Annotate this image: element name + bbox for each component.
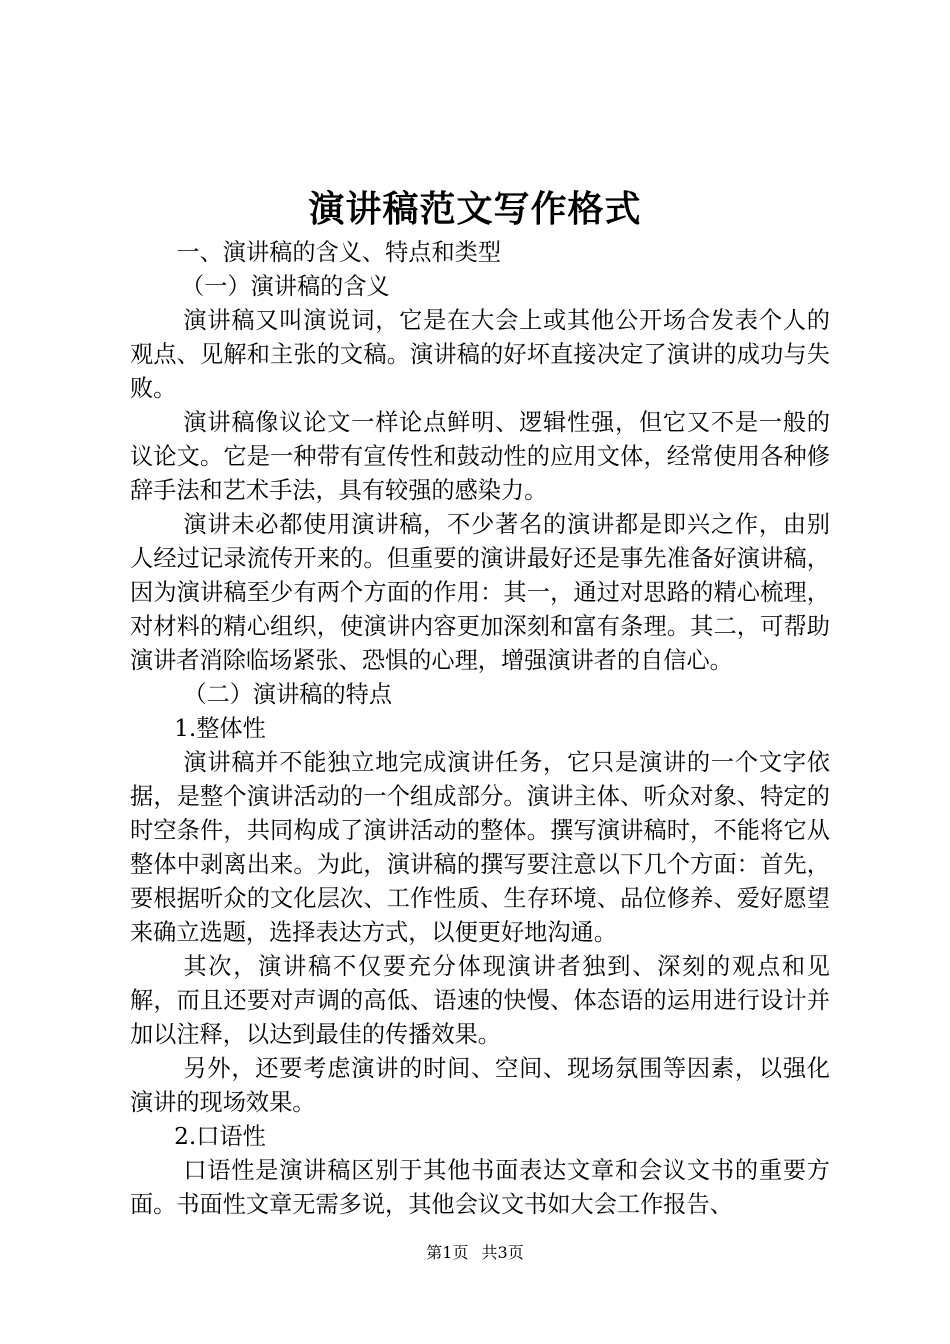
- document-title: 演讲稿范文写作格式: [308, 188, 642, 230]
- document-body: [130, 236, 830, 1222]
- subsection-heading: （二）演讲稿的特点: [183, 681, 393, 708]
- numbered-heading: 1.整体性: [174, 715, 266, 742]
- numbered-heading: 2.口语性: [174, 1123, 266, 1150]
- paragraph: 演讲稿并不能独立地完成演讲任务，它只是演讲的一个文字依据，是整个演讲活动的一个组成部分。演讲主体、听众对象、特定的时空条件，共同构成了演讲活动的整体。撰写演讲稿时，不能将它从整体中剥离出来。为此，演讲稿的撰写要注意以下几个方面：首先，要根据听众的文化层次、工作性质、生存环境、品位修养、爱好愿望来确立选题，选择表达方式，以便更好地沟通。: [130, 749, 830, 946]
- paragraph: 另外，还要考虑演讲的时间、空间、现场氛围等因素，以强化演讲的现场效果。: [130, 1055, 830, 1116]
- paragraph: 其次，演讲稿不仅要充分体现演讲者独到、深刻的观点和见解，而且还要对声调的高低、语速的快慢、体态语的运用进行设计并加以注释，以达到最佳的传播效果。: [130, 953, 830, 1048]
- page-footer: [0, 1242, 950, 1264]
- paragraph: 演讲未必都使用演讲稿，不少著名的演讲都是即兴之作，由别人经过记录流传开来的。但重要的演讲最好还是事先准备好演讲稿，因为演讲稿至少有两个方面的作用：其一，通过对思路的精心梳理，对材料的精心组织，使演讲内容更加深刻和富有条理。其二，可帮助演讲者消除临场紧张、恐惧的心理，增强演讲者的自信心。: [130, 511, 830, 674]
- paragraph: 演讲稿又叫演说词，它是在大会上或其他公开场合发表个人的观点、见解和主张的文稿。演讲稿的好坏直接决定了演讲的成功与失败。: [130, 307, 830, 402]
- page-total: 共3页: [481, 1243, 524, 1262]
- paragraph: 口语性是演讲稿区别于其他书面表达文章和会议文书的重要方面。书面性文章无需多说，其他会议文书如大会工作报告、: [130, 1157, 830, 1218]
- paragraph: 演讲稿像议论文一样论点鲜明、逻辑性强，但它又不是一般的议论文。它是一种带有宣传性和鼓动性的应用文体，经常使用各种修辞手法和艺术手法，具有较强的感染力。: [130, 409, 830, 504]
- section-heading: 一、演讲稿的含义、特点和类型: [176, 239, 502, 266]
- page-number: 第1页: [426, 1243, 469, 1262]
- subsection-heading: （一）演讲稿的含义: [181, 273, 390, 300]
